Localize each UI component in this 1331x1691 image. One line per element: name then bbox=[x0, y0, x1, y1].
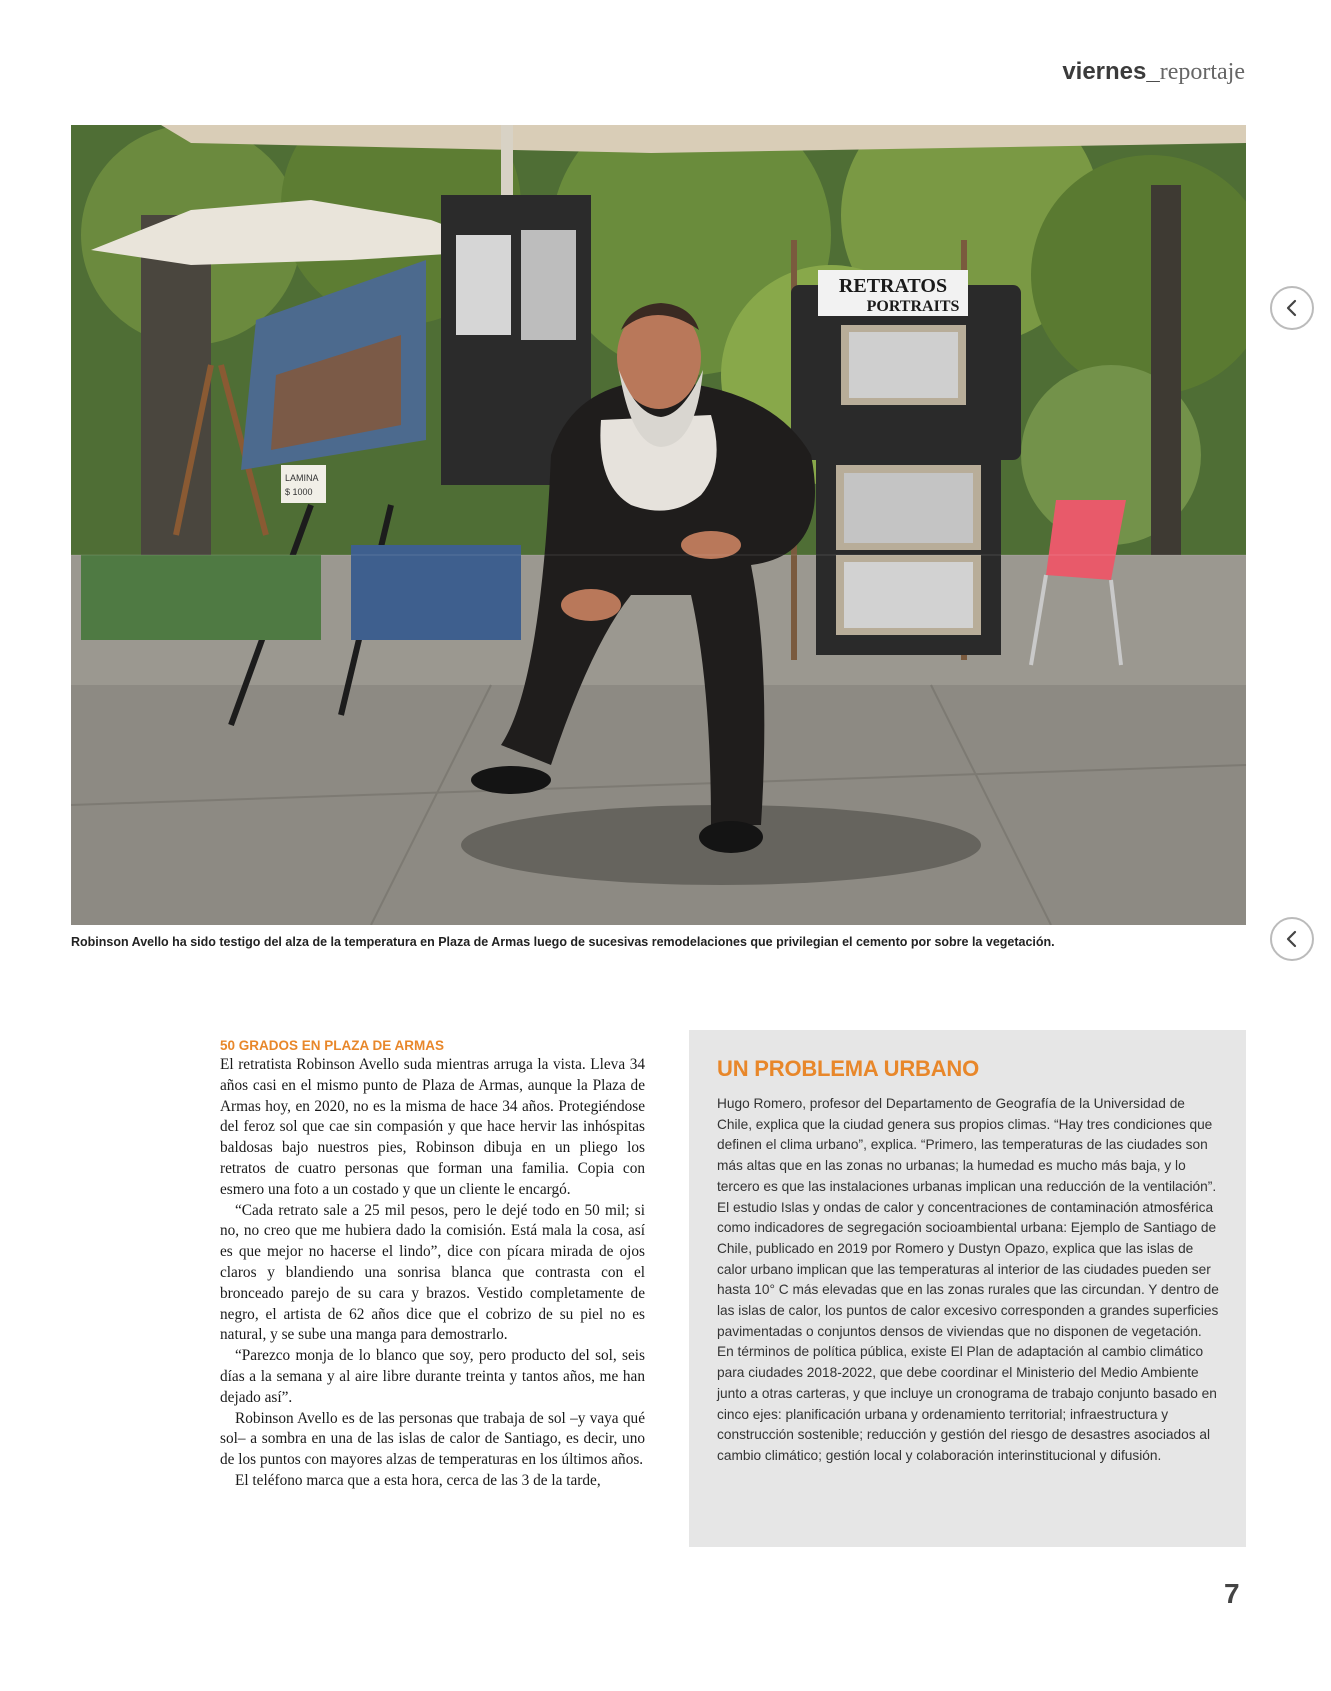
photo-caption: Robinson Avello ha sido testigo del alza de la temperatura en Plaza de Armas luego de sucesivas remodelaciones que privilegian el cemento por sobre la vegetación. bbox=[71, 935, 1055, 949]
sidebar-title: UN PROBLEMA URBANO bbox=[717, 1056, 980, 1081]
price-card-line1: LAMINA bbox=[285, 473, 319, 483]
sidebar-paragraph: En términos de política pública, existe El Plan de adaptación al cambio climático para ciudades 2018-2022, que debe coordinar el Ministerio del Medio Ambiente junto a otras carteras, y que incluye un cronograma de trabajo conjunto basado en cinco ejes: planificación urbana y ordenamiento territorial; infraestructura y construcción sostenible; reducción y gestión del riesgo de desastres asociados al cambio climático; gestión local y colaboración interinstitucional y difusión. bbox=[717, 1344, 1217, 1463]
section-header bbox=[1062, 58, 1245, 86]
article-paragraph: El teléfono marca que a esta hora, cerca de las 3 de la tarde, bbox=[235, 1471, 601, 1489]
prev-page-button-lower[interactable] bbox=[1270, 917, 1314, 961]
portrait-sign-line1: RETRATOS bbox=[838, 275, 948, 297]
article-paragraph: El retratista Robinson Avello suda mientras arruga la vista. Lleva 34 años casi en el mismo punto de Plaza de Armas, aunque la Plaza de Armas hoy, en 2020, no es la misma de hace 34 años. Protegiéndose del feroz sol que cae sin compasión y que hace hervir las inhóspitas baldosas bajo nuestros pies, Robinson dibuja en un pliego los retratos de cuatro personas que forman una familia. Copia con esmero una foto a un costado y que un cliente le encargó. bbox=[220, 1056, 645, 1198]
sidebar-paragraph: Hugo Romero, profesor del Departamento de Geografía de la Universidad de Chile, explica que la ciudad genera sus propios climas. “Hay tres condiciones que definen el clima urbano”, explica. “Primero, las temperaturas de las ciudades son más altas que en las zonas no urbanas; la humedad es mucho más baja, y lo tercero es que las instalaciones urbanas implican una reducción de la ventilación”. bbox=[717, 1096, 1217, 1194]
sidebar-box bbox=[689, 1030, 1246, 1547]
article-paragraph: “Cada retrato sale a 25 mil pesos, pero le dejé todo en 50 mil; si no, no creo que me hubiera dado la comisión. Está mala la cosa, así es que mejor no hacerse el lindo”, dice con pícara mirada de ojos claros y blandiendo una sonrisa blanca que contrasta con el bronceado parejo de su cara y brazos. Vestido completamente de negro, el artista de 62 años dice que el cobrizo de su piel no es natural, y se sube una manga para demostrarlo. bbox=[220, 1201, 645, 1344]
page-number: 7 bbox=[1224, 1578, 1240, 1609]
chevron-left-icon bbox=[1282, 298, 1302, 318]
chevron-left-icon bbox=[1282, 929, 1302, 949]
sidebar-paragraph: El estudio Islas y ondas de calor y concentraciones de contaminación atmosférica como indicadores de segregación socioambiental urbana: Ejemplo de Santiago de Chile, publicado en 2019 por Romero y Dustyn Opazo, explica que las islas de calor urbano implican que las temperaturas al interior de las ciudades pueden ser hasta 10° C más elevadas que en las zonas rurales que las circundan. Y dentro de las islas de calor, los puntos de calor excesivo corresponden a grandes superficies pavimentadas o conjuntos densos de viviendas que no disponen de vegetación. bbox=[717, 1199, 1219, 1339]
article-column bbox=[220, 1037, 645, 1492]
article-paragraph: Robinson Avello es de las personas que trabaja de sol –y vaya qué sol– a sombra en una de las islas de calor de Santiago, es decir, uno de los puntos con mayores alzas de temperaturas en los últimos años. bbox=[220, 1409, 645, 1469]
section-header-bold: viernes_ bbox=[1062, 58, 1160, 85]
portrait-sign-line2: PORTRAITS bbox=[866, 298, 960, 315]
article-paragraph: “Parezco monja de lo blanco que soy, pero producto del sol, seis días a la semana y al aire libre durante treinta y tantos años, me han dejado así”. bbox=[220, 1347, 645, 1406]
article-subhead: 50 GRADOS EN PLAZA DE ARMAS bbox=[220, 1038, 445, 1053]
prev-page-button[interactable] bbox=[1270, 286, 1314, 330]
price-card-line2: $ 1000 bbox=[285, 487, 313, 497]
main-photo bbox=[71, 125, 1246, 925]
section-header-light: reportaje bbox=[1159, 59, 1245, 85]
